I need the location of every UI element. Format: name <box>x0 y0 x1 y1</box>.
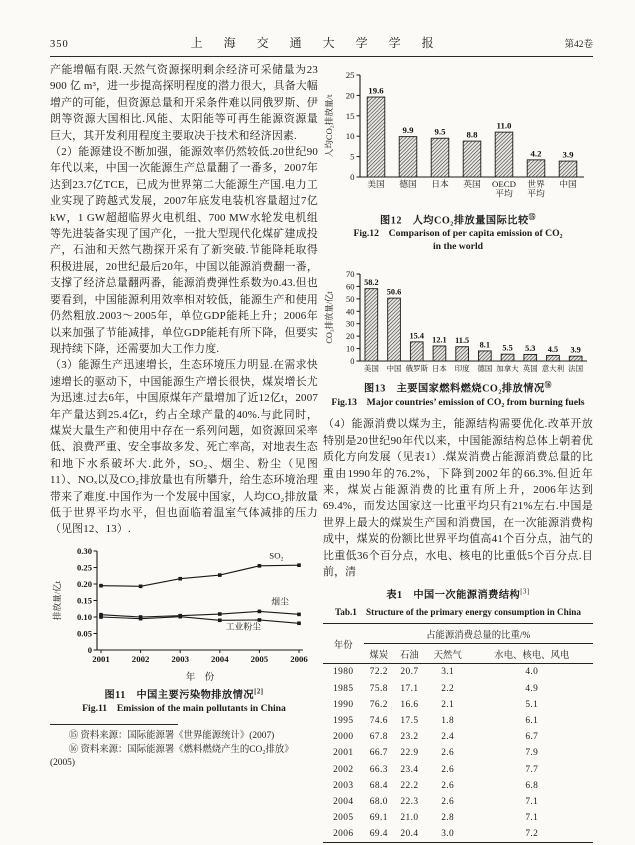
table-cell: 69.4 <box>369 829 388 840</box>
svg-text:世界: 世界 <box>527 179 545 189</box>
table-cell: 72.2 <box>369 667 388 678</box>
table-header-oil: 石油 <box>394 644 425 664</box>
right-column <box>323 62 593 843</box>
svg-text:20: 20 <box>345 90 355 101</box>
table-cell: 69.1 <box>369 813 388 824</box>
svg-text:12.1: 12.1 <box>432 335 447 345</box>
journal-title: 上 海 交 通 大 学 学 报 <box>190 36 443 50</box>
svg-text:9.9: 9.9 <box>402 125 414 136</box>
svg-text:0.25: 0.25 <box>76 562 92 573</box>
svg-text:美国: 美国 <box>363 364 379 374</box>
svg-text:0.30: 0.30 <box>76 545 92 556</box>
svg-text:排放量/亿t: 排放量/亿t <box>52 580 62 620</box>
table-cell: 2001 <box>333 748 354 759</box>
table-cell: 7.2 <box>525 829 539 840</box>
svg-text:3.9: 3.9 <box>570 346 581 356</box>
svg-text:5.3: 5.3 <box>525 344 536 354</box>
svg-text:日本: 日本 <box>431 179 449 189</box>
table-cell: 67.8 <box>369 732 388 743</box>
svg-text:4.5: 4.5 <box>547 345 559 355</box>
table-cell: 23.2 <box>400 732 419 743</box>
table-cell: 7.7 <box>525 764 539 775</box>
table-cell: 22.9 <box>400 748 419 759</box>
svg-text:加拿大: 加拿大 <box>496 364 519 374</box>
volume-label: 第42卷 <box>564 40 593 50</box>
table-cell: 17.1 <box>400 683 419 694</box>
table-row <box>323 778 593 794</box>
svg-text:0.10: 0.10 <box>76 611 92 622</box>
table-cell: 2.6 <box>441 764 455 775</box>
table-cell: 68.4 <box>369 780 388 791</box>
table-header-coal: 煤炭 <box>364 644 395 664</box>
table-cell: 3.1 <box>441 667 455 678</box>
svg-text:8.1: 8.1 <box>479 340 491 350</box>
table-cell: 2002 <box>333 764 354 775</box>
table-row <box>323 681 593 697</box>
svg-text:俄罗斯: 俄罗斯 <box>405 364 428 374</box>
svg-text:10: 10 <box>346 343 355 354</box>
svg-text:15: 15 <box>345 110 355 121</box>
footnote-divider <box>50 724 178 725</box>
table-cell: 7.1 <box>525 813 539 824</box>
svg-text:0.15: 0.15 <box>76 595 92 606</box>
svg-text:2003: 2003 <box>171 653 189 664</box>
svg-text:2006: 2006 <box>290 653 308 664</box>
table-group-header: 占能源消费总量的比重/% <box>364 624 594 644</box>
table-cell: 2.8 <box>441 813 455 824</box>
paragraph-4: （4）能源消费以煤为主，能源结构需要优化.改革开放特别是20世纪90年代以来，中国能源结构总体上朝着优质化方向发展（见表1）.煤炭消费占能源消费总量的比重由1990年的76.2%，下降到2002年的66.3%.但近年来，煤炭占能源消费的比重有所上升，2006年达到69.4%，而发达国家这一比重平均只有21%左右.中国是世界上最大的煤炭生产国和消费国，在一次能源消费构成中，煤炭的份额比世界平均值高41个百分点，油气的比重低36个百分点，水电、核电的比重低5个百分点.目前，清 <box>323 418 593 578</box>
table-cell: 6.1 <box>525 716 539 726</box>
svg-text:5.5: 5.5 <box>502 344 513 354</box>
table-row <box>323 826 593 843</box>
table-cell: 22.2 <box>400 780 419 791</box>
footnotes <box>50 724 318 770</box>
table-cell: 23.4 <box>400 764 419 775</box>
svg-text:意大利: 意大利 <box>541 364 565 374</box>
footnote-16-continued: (2005) <box>50 758 75 769</box>
svg-text:2004: 2004 <box>211 653 229 664</box>
svg-text:50: 50 <box>346 294 355 305</box>
table-cell: 2.6 <box>441 796 455 807</box>
table-cell: 4.9 <box>525 683 539 694</box>
table-row <box>323 745 593 761</box>
svg-text:0.05: 0.05 <box>76 628 92 639</box>
svg-text:0: 0 <box>350 356 355 367</box>
table-row <box>323 697 593 713</box>
svg-text:3.9: 3.9 <box>562 149 574 160</box>
table-cell: 76.2 <box>369 699 388 710</box>
svg-text:年 份: 年 份 <box>185 672 215 683</box>
svg-text:2002: 2002 <box>131 653 150 664</box>
energy-table-head <box>323 624 593 664</box>
figure-12 <box>323 62 593 253</box>
table-cell: 7.1 <box>525 796 539 807</box>
table-cell: 75.8 <box>369 683 388 694</box>
table-cell: 20.4 <box>400 829 419 840</box>
table-cell: 68.0 <box>369 796 388 807</box>
table-row <box>323 713 593 729</box>
table-row <box>323 810 593 826</box>
svg-text:OECD: OECD <box>492 179 516 189</box>
left-column <box>50 62 318 771</box>
fig13-bar-chart <box>323 262 593 376</box>
svg-text:烟尘: 烟尘 <box>271 596 289 607</box>
table-cell: 3.0 <box>441 829 455 840</box>
svg-text:美国: 美国 <box>367 179 385 189</box>
paragraph-2: （2）能源建设不断加强，能源效率仍然较低.20世纪90年代以来，中国一次能源生产总量翻了一番多，2007年达到23.7亿TCE，已成为世界第二大能源生产国.电力工业实现了跨越式发展，2007年底发电装机容量超过7亿kW，1 GW超超临界火电机组、700 MW水轮发电机组等先进装备实现了国产化，一批大型现代化煤矿建成投产，石油和天然气勘探开采有了新突破.节能降耗取得积极进展，20世纪最后20年，中国以能源消费翻一番，支撑了经济总量翻两番，能源消费弹性系数为0.43.但也要看到，中国能源利用效率相对较低，能源生产和使用仍然粗放.2003～2005年，单位GDP能耗上升；2006年以来加强了节能减排，单位GDP能耗有所下降，但要实现持续下降，还需要加大工作力度. <box>50 146 318 355</box>
svg-text:11.0: 11.0 <box>496 120 512 131</box>
table-header-hydro-nuclear-wind: 水电、核电、风电 <box>471 644 593 664</box>
svg-text:工业粉尘: 工业粉尘 <box>225 621 261 632</box>
table-cell: 2.4 <box>441 732 455 743</box>
svg-text:8.8: 8.8 <box>466 129 478 140</box>
svg-text:0: 0 <box>350 172 355 182</box>
svg-text:CO₂排放量/亿t: CO₂排放量/亿t <box>325 291 334 344</box>
svg-text:40: 40 <box>346 306 355 317</box>
fig12-caption-cn <box>323 211 593 226</box>
table-cell: 2004 <box>333 796 354 807</box>
svg-text:SO₂: SO₂ <box>269 550 284 561</box>
svg-text:日本: 日本 <box>431 364 447 374</box>
figure-11 <box>50 543 318 716</box>
fig12-caption-en: Fig.12 Comparison of per capita emission of CO₂ in the world <box>353 228 563 252</box>
table-cell: 1995 <box>333 716 354 726</box>
table-cell: 2003 <box>333 780 354 791</box>
table-cell: 1985 <box>333 683 354 694</box>
svg-text:2005: 2005 <box>250 653 269 664</box>
svg-text:英国: 英国 <box>522 364 538 374</box>
fig11-line-chart <box>50 543 318 683</box>
svg-text:中国: 中国 <box>386 364 402 374</box>
svg-text:德国: 德国 <box>477 364 493 374</box>
svg-text:11.5: 11.5 <box>455 336 470 346</box>
svg-text:人均CO₂排放量/t: 人均CO₂排放量/t <box>324 94 334 158</box>
table-row <box>323 761 593 777</box>
svg-text:法国: 法国 <box>568 364 584 374</box>
table-cell: 5.1 <box>525 699 539 710</box>
svg-text:0: 0 <box>87 644 92 655</box>
svg-text:25: 25 <box>345 70 355 80</box>
energy-table-body <box>323 664 593 843</box>
table-caption-reference: [3] <box>520 588 530 596</box>
paragraph-3: （3）能源生产迅速增长，生态环境压力明显.在需求快速增长的驱动下，中国能源生产增长很快，煤炭增长尤为迅速.过去6年，中国原煤年产量增加了近12亿t，2007年产量达到25.4亿t，约占全球产量的40%.与此同时，煤炭大量生产和使用中存在一系列问题，如资源回采率低、浪费严重、安全事故多发、死亡率高，对地表生态和地下水系破坏大.此外，SO₂、烟尘、粉尘（见图11）、NOₓ以及CO₂排放量也有所攀升，给生态环境治理带来了难度.中国作为一个发展中国家，人均CO₂排放量低于世界平均水平，但也面临着温室气体减排的压力（见图12、13）. <box>50 359 318 536</box>
table-header-year: 年份 <box>323 624 364 664</box>
fig11-caption-reference: [2] <box>254 688 264 696</box>
svg-text:9.5: 9.5 <box>434 126 446 137</box>
svg-text:印度: 印度 <box>454 364 470 374</box>
table-cell: 1.8 <box>441 716 455 726</box>
svg-text:15.4: 15.4 <box>409 331 425 341</box>
table-cell: 21.0 <box>400 813 419 824</box>
table-row <box>323 729 593 745</box>
table-cell: 2.6 <box>441 748 455 759</box>
svg-text:中国: 中国 <box>559 179 577 189</box>
table-caption-cn-text: 表1 中国一次能源消费结构 <box>386 590 521 602</box>
table-cell: 4.0 <box>525 667 539 678</box>
table-cell: 17.5 <box>400 716 419 726</box>
svg-text:70: 70 <box>346 269 355 280</box>
svg-text:平均: 平均 <box>495 188 513 199</box>
table-row <box>323 664 593 681</box>
svg-text:平均: 平均 <box>527 188 545 199</box>
page-number: 350 <box>50 39 69 50</box>
svg-text:0.20: 0.20 <box>76 578 92 589</box>
paragraph-continuation: 产能增幅有限.天然气资源探明剩余经济可采储量为23 900 亿 m³，进一步提高探明程度的潜力很大，具备大幅增产的可能，但资源总量和开采条件难以同俄罗斯、伊朗等资源大国相比.风能、太阳能等可再生能源资源量巨大，其开发利用程度主要取决于技术和经济因素. <box>50 64 318 142</box>
table-row <box>323 794 593 810</box>
fig12-caption-reference: ⑮ <box>528 214 536 221</box>
svg-text:50.6: 50.6 <box>386 288 402 298</box>
svg-text:英国: 英国 <box>463 179 481 189</box>
svg-text:2001: 2001 <box>92 653 110 664</box>
fig11-caption-cn-text: 图11 中国主要污染物排放情况 <box>104 689 255 701</box>
fig13-caption-reference: ⑯ <box>544 382 552 390</box>
svg-text:4.2: 4.2 <box>530 148 542 159</box>
table-cell: 20.7 <box>400 667 419 678</box>
footnote-15: ⑮ 资料来源：国际能源署《世界能源统计》(2007) <box>68 731 275 742</box>
svg-text:60: 60 <box>346 281 355 292</box>
table-cell: 1990 <box>333 699 354 710</box>
table-1 <box>323 586 593 843</box>
table-cell: 74.6 <box>369 716 388 726</box>
table-cell: 66.7 <box>369 748 388 759</box>
svg-text:19.6: 19.6 <box>368 85 384 96</box>
table-cell: 2005 <box>333 813 354 824</box>
fig12-caption-cn-text: 图12 人均CO₂排放量国际比较 <box>380 215 529 227</box>
page-header <box>50 34 593 57</box>
table-cell: 2.1 <box>441 699 455 710</box>
fig11-caption-cn <box>50 686 318 701</box>
figure-13 <box>323 262 593 409</box>
svg-text:德国: 德国 <box>399 179 417 189</box>
table-cell: 66.3 <box>369 764 388 775</box>
footnote-16: ⑯ 资料来源：国际能源署《燃料燃烧产生的CO₂排放》 <box>68 744 294 755</box>
fig12-bar-chart <box>323 62 593 208</box>
table-caption-cn <box>323 586 593 601</box>
table-cell: 2.6 <box>441 780 455 791</box>
fig13-caption-en: Fig.13 Major countries’ emission of CO₂ from burning fuels <box>331 396 585 408</box>
energy-table <box>323 623 593 843</box>
fig13-caption-cn <box>323 379 593 394</box>
table-cell: 2006 <box>333 829 354 840</box>
svg-text:5: 5 <box>350 151 355 162</box>
table-cell: 22.3 <box>400 796 419 807</box>
table-cell: 7.9 <box>525 748 539 759</box>
table-header-gas: 天然气 <box>425 644 471 664</box>
table-cell: 1980 <box>333 667 354 678</box>
fig11-caption-en: Fig.11 Emission of the main pollutants in China <box>82 702 286 714</box>
table-cell: 2000 <box>333 732 354 743</box>
table-cell: 6.8 <box>525 780 539 791</box>
table-caption-en: Tab.1 Structure of the primary energy consumption in China <box>334 607 582 618</box>
svg-text:20: 20 <box>346 331 355 342</box>
table-cell: 2.2 <box>441 683 455 694</box>
svg-text:30: 30 <box>346 319 355 330</box>
table-cell: 16.6 <box>400 699 419 710</box>
fig13-caption-cn-text: 图13 主要国家燃料燃烧CO₂排放情况 <box>364 383 545 395</box>
table-cell: 6.7 <box>525 732 539 743</box>
svg-text:10: 10 <box>345 131 355 142</box>
svg-text:58.2: 58.2 <box>364 278 379 288</box>
